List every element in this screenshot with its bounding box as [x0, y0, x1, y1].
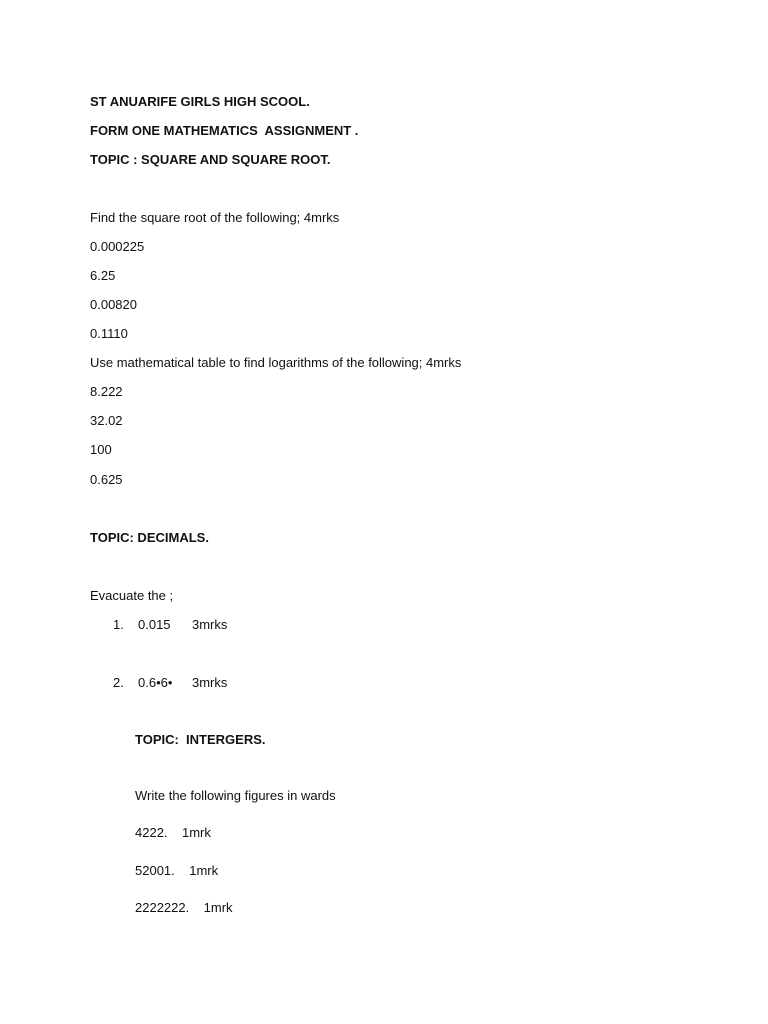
topic-square-root: TOPIC : SQUARE AND SQUARE ROOT.	[90, 152, 331, 167]
integers-item: 52001. 1mrk	[135, 863, 219, 878]
logarithm-item: 32.02	[90, 413, 123, 428]
integers-item: 2222222. 1mrk	[135, 900, 233, 915]
decimals-instruction: Evacuate the ;	[90, 588, 174, 603]
school-name: ST ANUARIFE GIRLS HIGH SCOOL.	[90, 94, 310, 109]
logarithm-item: 100	[90, 442, 112, 457]
integers-instruction: Write the following figures in wards	[135, 788, 336, 803]
list-marks: 3mrks	[192, 675, 228, 690]
square-root-item: 0.000225	[90, 239, 145, 254]
list-value: 0.015	[138, 617, 171, 632]
topic-decimals: TOPIC: DECIMALS.	[90, 530, 209, 545]
integers-item: 4222. 1mrk	[135, 825, 211, 840]
list-marks: 3mrks	[192, 617, 228, 632]
list-number: 1.	[113, 617, 124, 632]
square-root-item: 6.25	[90, 268, 116, 283]
square-root-item: 0.1110	[90, 326, 128, 341]
square-root-item: 0.00820	[90, 297, 137, 312]
list-number: 2.	[113, 675, 124, 690]
logarithm-item: 8.222	[90, 384, 123, 399]
logarithm-instruction: Use mathematical table to find logarithms of the following; 4mrks	[90, 355, 462, 370]
logarithm-item: 0.625	[90, 472, 123, 487]
topic-integers: TOPIC: INTERGERS.	[135, 732, 266, 747]
square-root-instruction: Find the square root of the following; 4mrks	[90, 210, 340, 225]
list-value: 0.6•6•	[138, 675, 173, 690]
assignment-title: FORM ONE MATHEMATICS ASSIGNMENT .	[90, 123, 359, 138]
